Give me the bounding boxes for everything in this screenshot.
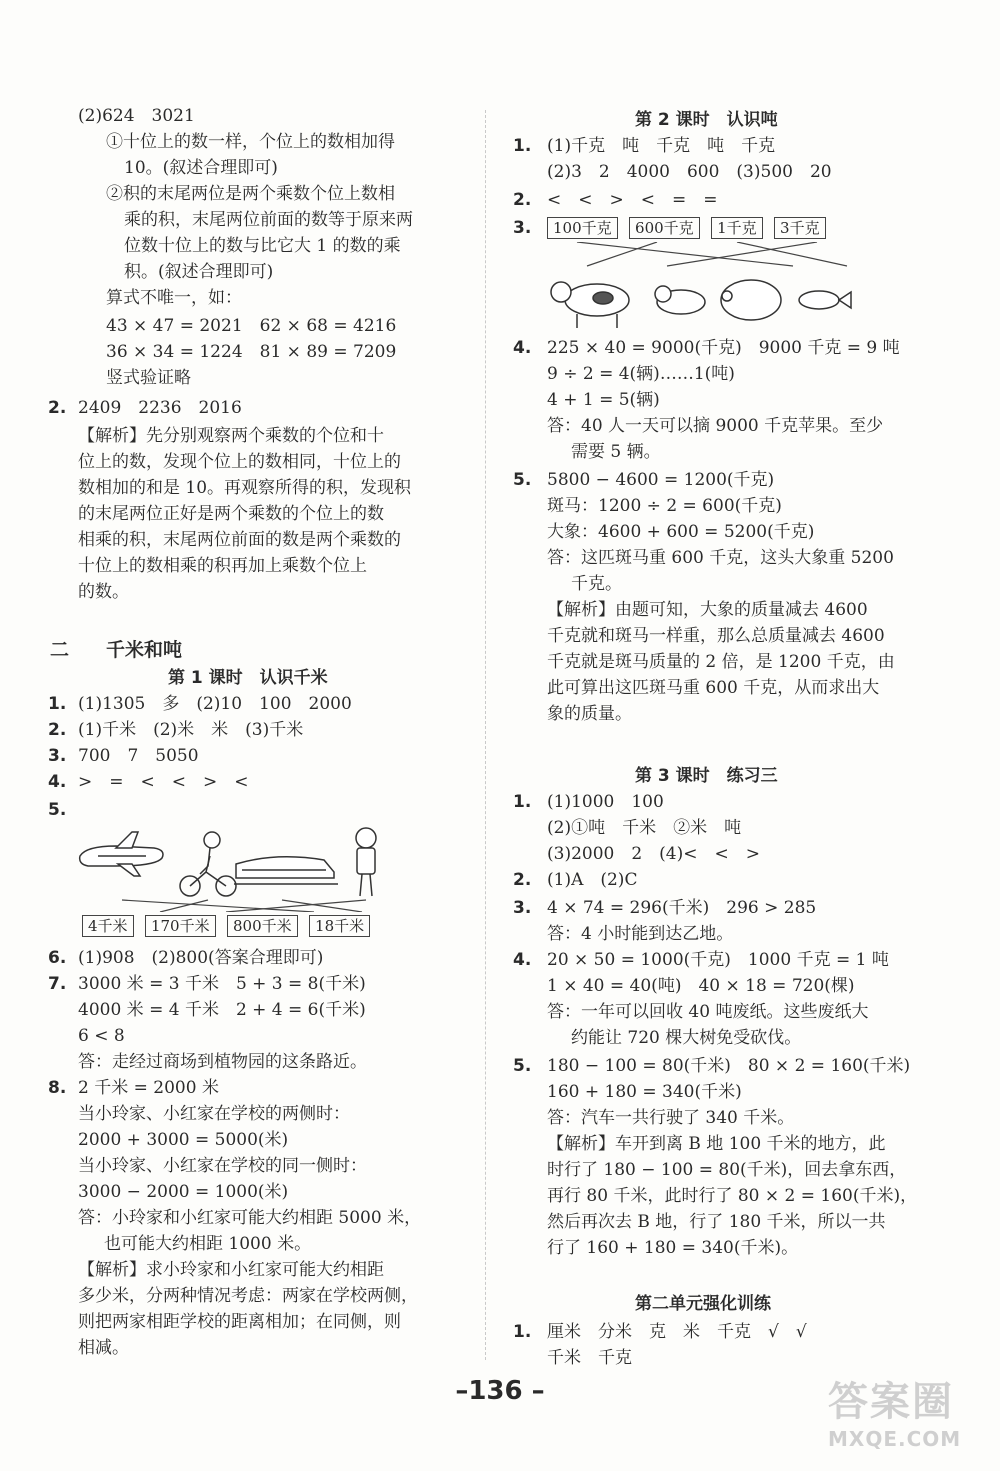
analysis-line: 然后再次去 B 地，行了 180 千米，所以一共 (547, 1212, 886, 1232)
question-number: 2. (513, 190, 532, 210)
answer-box: 4千米 (82, 915, 134, 937)
answer-line: 当小玲家、小红家在学校的同一侧时： (78, 1156, 367, 1176)
answer-line: 千米 千克 (547, 1348, 632, 1368)
answer-box: 100千克 (547, 217, 618, 239)
question-number: 7. (48, 974, 67, 994)
analysis-line: 此可算出这匹斑马重 600 千克，从而求出大 (547, 678, 880, 698)
question-number: 6. (48, 948, 67, 968)
answer-line: 700 7 5050 (78, 746, 199, 766)
answer-line: (1)A (2)C (547, 870, 638, 890)
answer-box: 170千米 (145, 915, 216, 937)
answer-line: 20 × 50 = 1000(千克) 1000 千克 = 1 吨 (547, 950, 889, 970)
answer-line: 3000 − 2000 = 1000(米) (78, 1182, 289, 1202)
fish-icon (799, 291, 851, 309)
answer-line: 大象：4600 + 600 = 5200(千克) (547, 522, 815, 542)
text-line: ①十位上的数一样，个位上的数相加得 (106, 132, 395, 152)
question-number: 5. (48, 800, 67, 820)
analysis-line: 相减。 (78, 1338, 129, 1358)
analysis-line: 象的质量。 (547, 704, 632, 724)
answer-line: 1 × 40 = 40(吨) 40 × 18 = 720(棵) (547, 976, 855, 996)
question-number: 1. (513, 792, 532, 812)
answer-line: 180 − 100 = 80(千米) 80 × 2 = 160(千米) (547, 1056, 911, 1076)
answer-line: (3)2000 2 (4)< < > (547, 844, 760, 864)
watermark-logo: 答案圈 (828, 1379, 954, 1425)
question-number: 3. (48, 746, 67, 766)
question-number: 1. (48, 694, 67, 714)
answer-line: 2 千米 = 2000 米 (78, 1078, 219, 1098)
answer-line: 160 + 180 = 340(千米) (547, 1082, 742, 1102)
question-number: 4. (513, 338, 532, 358)
analysis-line: 十位上的数相乘的积再加上乘数个位上 (78, 556, 367, 576)
text-line: 乘的积，末尾两位前面的数等于原来两 (124, 210, 413, 230)
analysis-line: 则把两家相距学校的距离相加；在同侧，则 (78, 1312, 401, 1332)
answer-line: 答：4 小时能到达乙地。 (547, 924, 734, 944)
analysis-line: 【解析】求小玲家和小红家可能大约相距 (78, 1260, 384, 1280)
question-number: 2. (48, 720, 67, 740)
question-number: 2. (48, 398, 67, 418)
analysis-line: 多少米，分两种情况考虑：两家在学校两侧， (78, 1286, 418, 1306)
answer-line: 也可能大约相距 1000 米。 (104, 1234, 312, 1254)
equation-line: 43 × 47 = 2021 62 × 68 = 4216 (106, 316, 397, 336)
column-divider (485, 110, 486, 1360)
analysis-line: 的数。 (78, 582, 129, 602)
answer-line: 答：小玲家和小红家可能大约相距 5000 米， (78, 1208, 422, 1228)
answer-box: 800千米 (227, 915, 298, 937)
watermark-url: MXQE.COM (828, 1427, 962, 1451)
unit-title: 第二单元强化训练 (635, 1294, 771, 1314)
answer-line: 约能让 720 棵大树免受砍伐。 (571, 1028, 802, 1048)
lesson-title: 第 1 课时 认识千米 (168, 668, 328, 688)
answer-line: (1)1000 100 (547, 792, 664, 812)
train-icon (234, 857, 338, 884)
answer-box: 3千克 (774, 217, 826, 239)
answer-line: 4 × 74 = 296(千米) 296 > 285 (547, 898, 817, 918)
analysis-line: 相乘的积，末尾两位前面的数是两个乘数的 (78, 530, 401, 550)
answer-line: 厘米 分米 克 米 千克 √ √ (547, 1322, 807, 1342)
answer-line: 2000 + 3000 = 5000(米) (78, 1130, 289, 1150)
analysis-line: 时行了 180 − 100 = 80(千米)，回去拿东西， (547, 1160, 907, 1180)
answer-line: 答：一年可以回收 40 吨废纸。这些废纸大 (547, 1002, 869, 1022)
airplane-icon (80, 832, 163, 876)
page-number: –136 – (455, 1376, 545, 1406)
answer-line: 5800 − 4600 = 1200(千克) (547, 470, 775, 490)
transport-illustration (76, 816, 406, 912)
text-line: ②积的末尾两位是两个乘数个位上数相 (106, 184, 395, 204)
answer-line: 3000 米 = 3 千米 5 + 3 = 8(千米) (78, 974, 366, 994)
child-icon (356, 828, 376, 896)
answer-line: 当小玲家、小红家在学校的两侧时： (78, 1104, 350, 1124)
answer-line: (1)1305 多 (2)10 100 2000 (78, 694, 352, 714)
analysis-line: 千克就是斑马质量的 2 倍，是 1200 千克，由 (547, 652, 895, 672)
question-number: 4. (513, 950, 532, 970)
answer-line: 斑马：1200 ÷ 2 = 600(千克) (547, 496, 782, 516)
answer-line: > = < < > < (78, 772, 249, 792)
answer-line: 2409 2236 2016 (78, 398, 242, 418)
animals-illustration (547, 242, 877, 338)
answer-line: 4 + 1 = 5(辆) (547, 390, 660, 410)
question-number: 3. (513, 898, 532, 918)
answer-line: (1)908 (2)800(答案合理即可) (78, 948, 324, 968)
answer-box: 600千克 (629, 217, 700, 239)
analysis-line: 再行 80 千米，此时行了 80 × 2 = 160(千米)， (547, 1186, 918, 1206)
text-line: 算式不唯一，如： (106, 288, 242, 308)
section-title (50, 638, 182, 664)
question-number: 5. (513, 1056, 532, 1076)
analysis-line: 位上的数，发现个位上的数相同，十位上的 (78, 452, 401, 472)
analysis-line: 【解析】由题可知，大象的质量减去 4600 (547, 600, 868, 620)
answer-line: (1)千米 (2)米 米 (3)千米 (78, 720, 304, 740)
text-line: 10。(叙述合理即可) (124, 158, 278, 178)
answer-line: 9 ÷ 2 = 4(辆)……1(吨) (547, 364, 735, 384)
equation-line: 36 × 34 = 1224 81 × 89 = 7209 (106, 342, 397, 362)
answer-line: < < > < = = (547, 190, 718, 210)
answer-line: 需要 5 辆。 (571, 442, 661, 462)
answer-line: (2)3 2 4000 600 (3)500 20 (547, 162, 832, 182)
section-name: 千米和吨 (106, 639, 183, 661)
text-line: 竖式验证略 (106, 368, 191, 388)
answer-line: 6 < 8 (78, 1026, 125, 1046)
lesson-title: 第 3 课时 练习三 (635, 766, 778, 786)
answer-box-row (82, 914, 376, 940)
cyclist-icon (180, 832, 236, 896)
pig-icon (721, 280, 781, 320)
answer-line: 千克。 (571, 574, 622, 594)
answer-line: (1)千克 吨 千克 吨 千克 (547, 136, 776, 156)
analysis-line: 行了 160 + 180 = 340(千米)。 (547, 1238, 799, 1258)
question-number: 3. (513, 218, 532, 238)
answer-box: 1千克 (711, 217, 763, 239)
analysis-line: 千克就和斑马一样重，那么总质量减去 4600 (547, 626, 885, 646)
text-line: 位数十位上的数与比它大 1 的数的乘 (124, 236, 401, 256)
text-line: 积。(叙述合理即可) (124, 262, 274, 282)
section-number: 二 (50, 639, 70, 661)
watermark (828, 1370, 961, 1451)
analysis-line: 的末尾两位正好是两个乘数的个位上的数 (78, 504, 384, 524)
lesson-title: 第 2 课时 认识吨 (635, 110, 778, 130)
analysis-line: 【解析】车开到离 B 地 100 千米的地方，此 (547, 1134, 886, 1154)
question-number: 1. (513, 1322, 532, 1342)
question-number: 5. (513, 470, 532, 490)
answer-box: 18千米 (309, 915, 370, 937)
cow-icon (551, 282, 629, 328)
answer-line: 答：走经过商场到植物园的这条路近。 (78, 1052, 367, 1072)
analysis-line: 数相加的和是 10。再观察所得的积，发现积 (78, 478, 412, 498)
answer-line: 答：汽车一共行驶了 340 千米。 (547, 1108, 795, 1128)
answer-line: (2)①吨 千米 ②米 吨 (547, 818, 742, 838)
question-number: 1. (513, 136, 532, 156)
question-number: 8. (48, 1078, 67, 1098)
question-number: 2. (513, 870, 532, 890)
answer-line: 4000 米 = 4 千米 2 + 4 = 6(千米) (78, 1000, 366, 1020)
question-number: 4. (48, 772, 67, 792)
answer-line: 答：这匹斑马重 600 千克，这头大象重 5200 (547, 548, 894, 568)
answer-line: 答：40 人一天可以摘 9000 千克苹果。至少 (547, 416, 884, 436)
analysis-line: 【解析】先分别观察两个乘数的个位和十 (78, 426, 384, 446)
cat-icon (655, 286, 705, 314)
answer-box-row (547, 216, 832, 242)
text-line: (2)624 3021 (78, 106, 195, 126)
answer-line: 225 × 40 = 9000(千克) 9000 千克 = 9 吨 (547, 338, 900, 358)
